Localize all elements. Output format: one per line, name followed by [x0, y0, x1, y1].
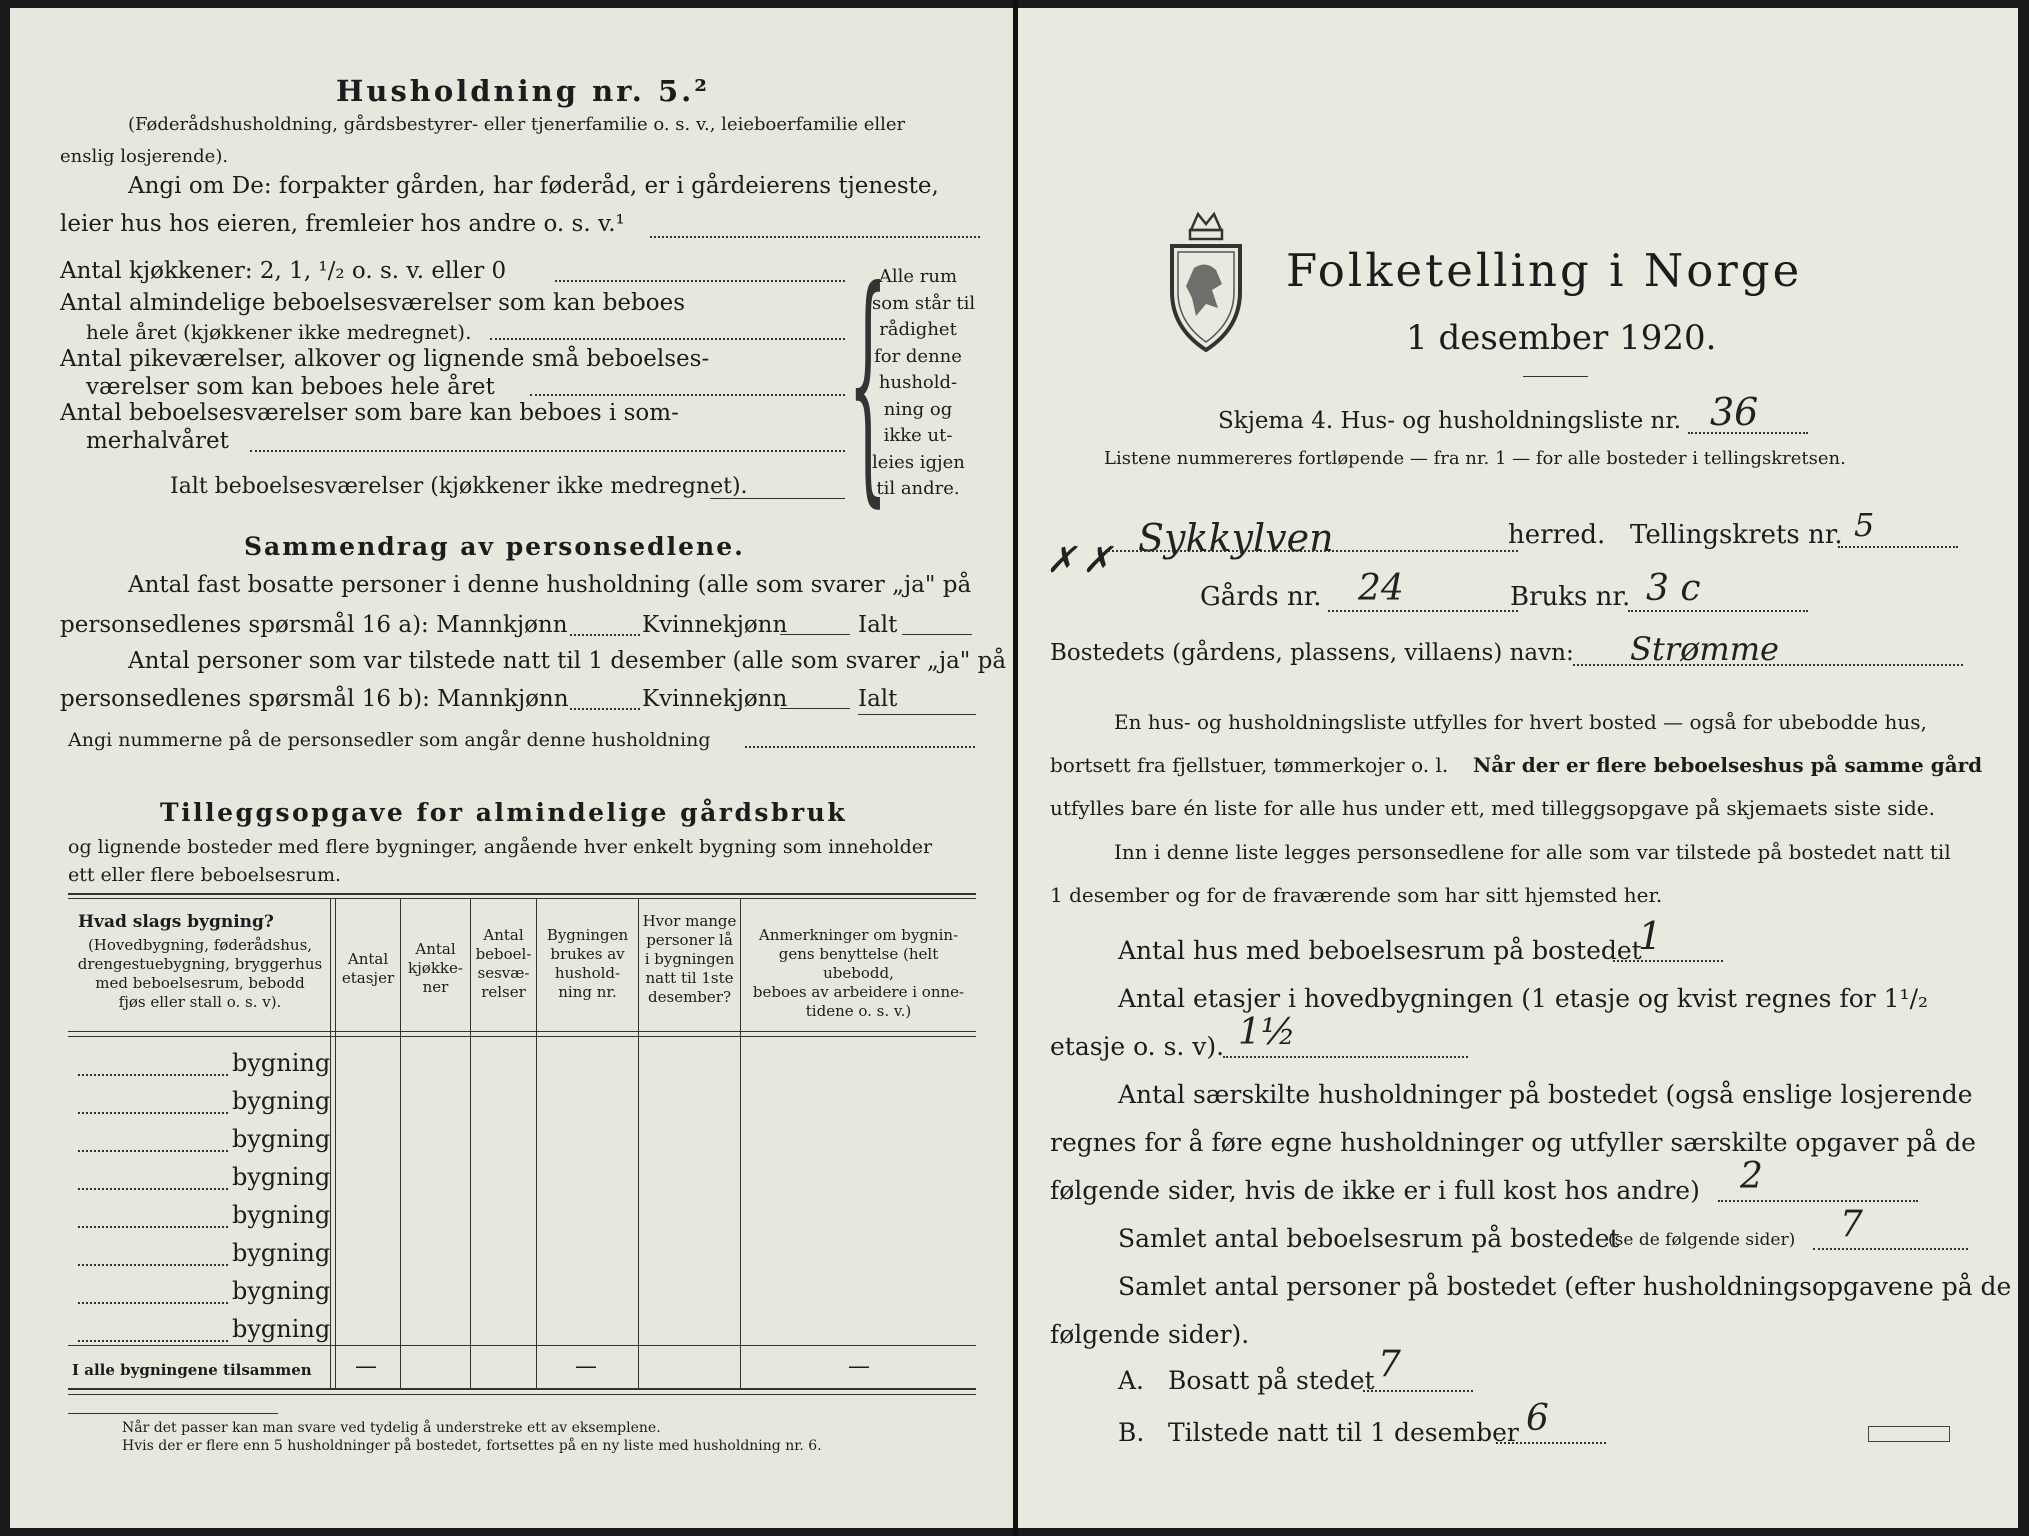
- summary-line: Ialt: [858, 686, 898, 712]
- a-etasjer: 1½: [1238, 1012, 1296, 1053]
- header-line: brukes av: [550, 945, 625, 963]
- q-etasjer-2: etasje o. s. v).: [1050, 1032, 1225, 1061]
- col-header-husholdning: [537, 926, 638, 1002]
- table-row-label: bygning: [232, 1315, 331, 1343]
- coat-of-arms-icon: [1166, 200, 1246, 360]
- answer-line: [710, 498, 845, 499]
- bruks-nr: 3 c: [1646, 568, 1701, 609]
- footnote: Når det passer kan man svare ved tydelig å understreke ett av eksemplene.: [122, 1420, 661, 1436]
- q-husholdninger-3: følgende sider, hvis de ikke er i full kost hos andre): [1050, 1176, 1700, 1205]
- a-bosatt: 7: [1378, 1344, 1401, 1385]
- instruction-line: bortsett fra fjellstuer, tømmerkojer o. l.: [1050, 753, 1449, 777]
- col-header-anmerkninger: [741, 926, 976, 1021]
- brace-note-line: leies igjen: [872, 451, 965, 473]
- answer-line: [1613, 960, 1723, 962]
- brace-note-line: rådighet: [879, 319, 957, 340]
- brace-note: [872, 264, 976, 503]
- room-line: hele året (kjøkkener ikke medregnet).: [86, 320, 472, 344]
- summary-line: personsedlenes spørsmål 16 a): Mannkjønn: [60, 612, 568, 638]
- a-hus: 1: [1638, 914, 1663, 958]
- bruks-label: Bruks nr.: [1510, 582, 1631, 612]
- room-line: Antal pikeværelser, alkover og lignende små beboelses-: [60, 346, 710, 372]
- row-line: [78, 1074, 228, 1076]
- summary-line: personsedlenes spørsmål 16 b): Mannkjønn: [60, 686, 569, 712]
- header-line: beboel-: [475, 945, 532, 963]
- summary-line: Kvinnekjønn: [642, 612, 788, 638]
- gards-nr: 24: [1358, 568, 1404, 609]
- q-personer: Samlet antal personer på bostedet (efter husholdningsopgavene på de: [1118, 1272, 2012, 1301]
- brace-note-line: ikke ut-: [883, 425, 953, 446]
- header-line: Antal: [347, 950, 389, 968]
- answer-line: [1628, 610, 1808, 612]
- bosted-label: Bostedets (gårdens, plassens, villaens) navn:: [1050, 640, 1574, 666]
- footnote-rule: [68, 1413, 278, 1414]
- answer-line: [1496, 1442, 1606, 1444]
- header-line: desember?: [648, 988, 731, 1006]
- col-header-building: Hvad slags bygning?: [78, 912, 274, 932]
- total-label: I alle bygningene tilsammen: [72, 1361, 312, 1379]
- col-header-etasjer: [336, 950, 400, 988]
- answer-line: [858, 714, 976, 715]
- table-row-label: bygning: [232, 1087, 331, 1115]
- angi-text: Angi om De: forpakter gården, har føderåd, er i gårdeierens tjeneste,: [128, 173, 939, 199]
- table-border: [68, 1394, 976, 1395]
- listene-text: Listene nummereres fortløpende — fra nr. 1 — for alle bosteder i tellingskretsen.: [1104, 448, 1846, 469]
- q-rum: Samlet antal beboelsesrum på bostedet: [1118, 1224, 1620, 1253]
- krets-label: Tellingskrets nr.: [1630, 520, 1843, 550]
- row-line: [78, 1340, 228, 1342]
- summary-line: Antal fast bosatte personer i denne husholdning (alle som svarer „ja" på: [128, 572, 972, 598]
- left-page: [10, 8, 1015, 1528]
- skjema-label: Skjema 4. Hus- og husholdningsliste nr.: [1218, 408, 1682, 434]
- header-line: natt til 1ste: [645, 969, 734, 987]
- table-row-label: bygning: [232, 1201, 331, 1229]
- header-line: med beboelsesrum, bebodd: [95, 974, 305, 992]
- footnote: Hvis der er flere enn 5 husholdninger på bostedet, fortsettes på en ny liste med husholdning nr. 6.: [122, 1438, 822, 1454]
- instruction-line: 1 desember og for de fraværende som har sitt hjemsted her.: [1050, 883, 1663, 907]
- brace: {: [848, 237, 888, 528]
- header-line: ning nr.: [558, 983, 617, 1001]
- household-title: Husholdning nr. 5.²: [336, 74, 710, 108]
- room-line: Ialt beboelsesværelser (kjøkkener ikke medregnet).: [170, 474, 748, 499]
- header-line: relser: [481, 983, 526, 1001]
- q-a-letter: A.: [1118, 1366, 1145, 1395]
- angi-text-2: leier hus hos eieren, fremleier hos andre o. s. v.¹: [60, 211, 625, 237]
- q-hus: Antal hus med beboelsesrum på bostedet: [1118, 936, 1642, 965]
- header-line: tidene o. s. v.): [805, 1002, 912, 1020]
- total-dash: —: [355, 1354, 377, 1379]
- q-personer-2: følgende sider).: [1050, 1320, 1250, 1349]
- supp-text: og lignende bosteder med flere bygninger, angående hver enkelt bygning som inneholder: [68, 836, 933, 858]
- table-border: [68, 1388, 976, 1390]
- instruction-line: Inn i denne liste legges personsedlene for alle som var tilstede på bostedet natt til: [1114, 840, 1951, 864]
- instruction-line: utfylles bare én liste for alle hus under ett, med tilleggsopgave på skjemaets siste side.: [1050, 796, 1935, 820]
- answer-line: [780, 634, 850, 635]
- answer-line: [530, 394, 845, 396]
- answer-line: [780, 708, 850, 709]
- header-line: Antal: [483, 926, 524, 944]
- table-row-label: bygning: [232, 1163, 331, 1191]
- header-line: kjøkke-: [408, 959, 463, 977]
- header-line: (Hovedbygning, føderådshus,: [87, 936, 313, 954]
- brace-note-line: Alle rum: [878, 266, 958, 287]
- supp-title: Tilleggsopgave for almindelige gårdsbruk: [160, 798, 848, 827]
- row-line: [78, 1264, 228, 1266]
- answer-line: [1108, 550, 1518, 552]
- krets-nr: 5: [1854, 506, 1875, 544]
- household-intro-2: enslig losjerende).: [60, 146, 229, 167]
- room-line: merhalvåret: [86, 428, 229, 454]
- printer-stamp: [1868, 1426, 1950, 1442]
- header-line: Hvor mange: [642, 912, 737, 930]
- row-line: [78, 1112, 228, 1114]
- answer-line: [1718, 1200, 1918, 1202]
- brace-note-line: hushold-: [878, 372, 958, 393]
- header-line: sesvæ-: [477, 964, 530, 982]
- instruction-line: Når der er flere beboelseshus på samme gård: [1473, 753, 1983, 777]
- header-line: gens benyttelse (helt ubebodd,: [778, 945, 939, 982]
- answer-line: [1363, 1390, 1473, 1392]
- col-header-personer: [639, 912, 740, 1007]
- row-line: [78, 1226, 228, 1228]
- header-line: personer lå: [646, 931, 733, 949]
- summary-title: Sammendrag av personsedlene.: [244, 532, 745, 561]
- gards-label: Gårds nr.: [1200, 582, 1322, 612]
- col-header-vaerelser: [471, 926, 536, 1002]
- q-rum-small: (se de følgende sider): [1608, 1230, 1796, 1250]
- instruction-line: En hus- og husholdningsliste utfylles for hvert bosted — også for ubebodde hus,: [1114, 710, 1927, 734]
- supp-text: ett eller flere beboelsesrum.: [68, 864, 342, 886]
- answer-line: [745, 746, 975, 748]
- household-intro: (Føderådshusholdning, gårdsbestyrer- eller tjenerfamilie o. s. v., leieboerfamilie eller: [128, 114, 906, 135]
- skjema-nr: 36: [1710, 390, 1759, 434]
- row-line: [78, 1188, 228, 1190]
- divider: [1523, 376, 1588, 377]
- header-line: beboes av arbeidere i onne-: [752, 983, 965, 1001]
- answer-line: [1573, 664, 1963, 666]
- answer-line: [490, 338, 845, 340]
- answer-line: [570, 708, 640, 710]
- header-line: Anmerkninger om bygnin-: [758, 926, 959, 944]
- summary-line: Angi nummerne på de personsedler som angår denne husholdning: [68, 729, 711, 751]
- q-etasjer: Antal etasjer i hovedbygningen (1 etasje og kvist regnes for 1¹/₂: [1118, 984, 1929, 1013]
- header-line: etasjer: [341, 969, 395, 987]
- header-line: drengestuebygning, bryggerhus: [77, 955, 323, 973]
- answer-line: [650, 236, 980, 238]
- room-line: Antal kjøkkener: 2, 1, ¹/₂ o. s. v. eller 0: [60, 258, 507, 284]
- summary-line: Kvinnekjønn: [642, 686, 788, 712]
- brace-note-line: til andre.: [876, 478, 960, 499]
- q-bosatt: Bosatt på stedet: [1168, 1366, 1375, 1395]
- room-line: Antal almindelige beboelsesværelser som kan beboes: [60, 290, 686, 316]
- q-husholdninger: Antal særskilte husholdninger på bostedet (også enslige losjerende: [1118, 1080, 1973, 1109]
- header-line: ner: [422, 978, 449, 996]
- col-header-building-sub: [72, 936, 328, 1012]
- table-row-label: bygning: [232, 1125, 331, 1153]
- answer-line: [902, 634, 972, 635]
- answer-line: [555, 280, 845, 282]
- answer-line: [1328, 610, 1518, 612]
- table-border: [68, 1031, 976, 1032]
- answer-line: [250, 450, 845, 452]
- header-line: Bygningen: [546, 926, 629, 944]
- room-line: værelser som kan beboes hele året: [86, 374, 495, 400]
- total-dash: —: [575, 1354, 597, 1379]
- summary-line: Antal personer som var tilstede natt til 1 desember (alle som svarer „ja" på: [128, 648, 1007, 674]
- a-tilstede: 6: [1526, 1398, 1549, 1439]
- header-line: Antal: [415, 940, 456, 958]
- brace-note-line: ning og: [883, 398, 953, 420]
- q-husholdninger-2: regnes for å føre egne husholdninger og utfyller særskilte opgaver på de: [1050, 1128, 1976, 1157]
- summary-line: Ialt: [858, 612, 898, 638]
- table-border: [68, 1036, 976, 1037]
- right-page: [1018, 8, 2018, 1528]
- room-line: Antal beboelsesværelser som bare kan beboes i som-: [60, 400, 679, 426]
- table-border: [68, 893, 976, 895]
- herred-name: Sykkylven: [1138, 516, 1334, 560]
- q-tilstede: Tilstede natt til 1 desember: [1168, 1418, 1519, 1447]
- table-row-label: bygning: [232, 1239, 331, 1267]
- answer-line: [1223, 1056, 1468, 1058]
- a-rum: 7: [1840, 1204, 1863, 1245]
- brace-note-line: for denne: [874, 345, 962, 367]
- row-line: [78, 1150, 228, 1152]
- table-border: [68, 898, 976, 899]
- table-row-label: bygning: [232, 1277, 331, 1305]
- herred-mark: ✗✗: [1046, 540, 1119, 581]
- answer-line: [1813, 1248, 1968, 1250]
- answer-line: [570, 634, 640, 636]
- q-b-letter: B.: [1118, 1418, 1145, 1447]
- brace-note-line: som står til: [872, 292, 976, 314]
- header-line: hushold-: [554, 964, 621, 982]
- census-title: Folketelling i Norge: [1286, 244, 1803, 297]
- census-date: 1 desember 1920.: [1406, 318, 1717, 358]
- herred-label: herred.: [1508, 520, 1606, 550]
- answer-line: [1838, 546, 1958, 548]
- a-husholdninger: 2: [1740, 1156, 1763, 1197]
- table-border: [68, 1345, 976, 1346]
- header-line: fjøs eller stall o. s. v).: [118, 993, 282, 1011]
- row-line: [78, 1302, 228, 1304]
- header-line: i bygningen: [644, 950, 735, 968]
- bosted-name: Strømme: [1630, 630, 1779, 668]
- table-row-label: bygning: [232, 1049, 331, 1077]
- col-header-kjokkener: [401, 940, 470, 997]
- total-dash: —: [848, 1354, 870, 1379]
- answer-line: [1688, 432, 1808, 434]
